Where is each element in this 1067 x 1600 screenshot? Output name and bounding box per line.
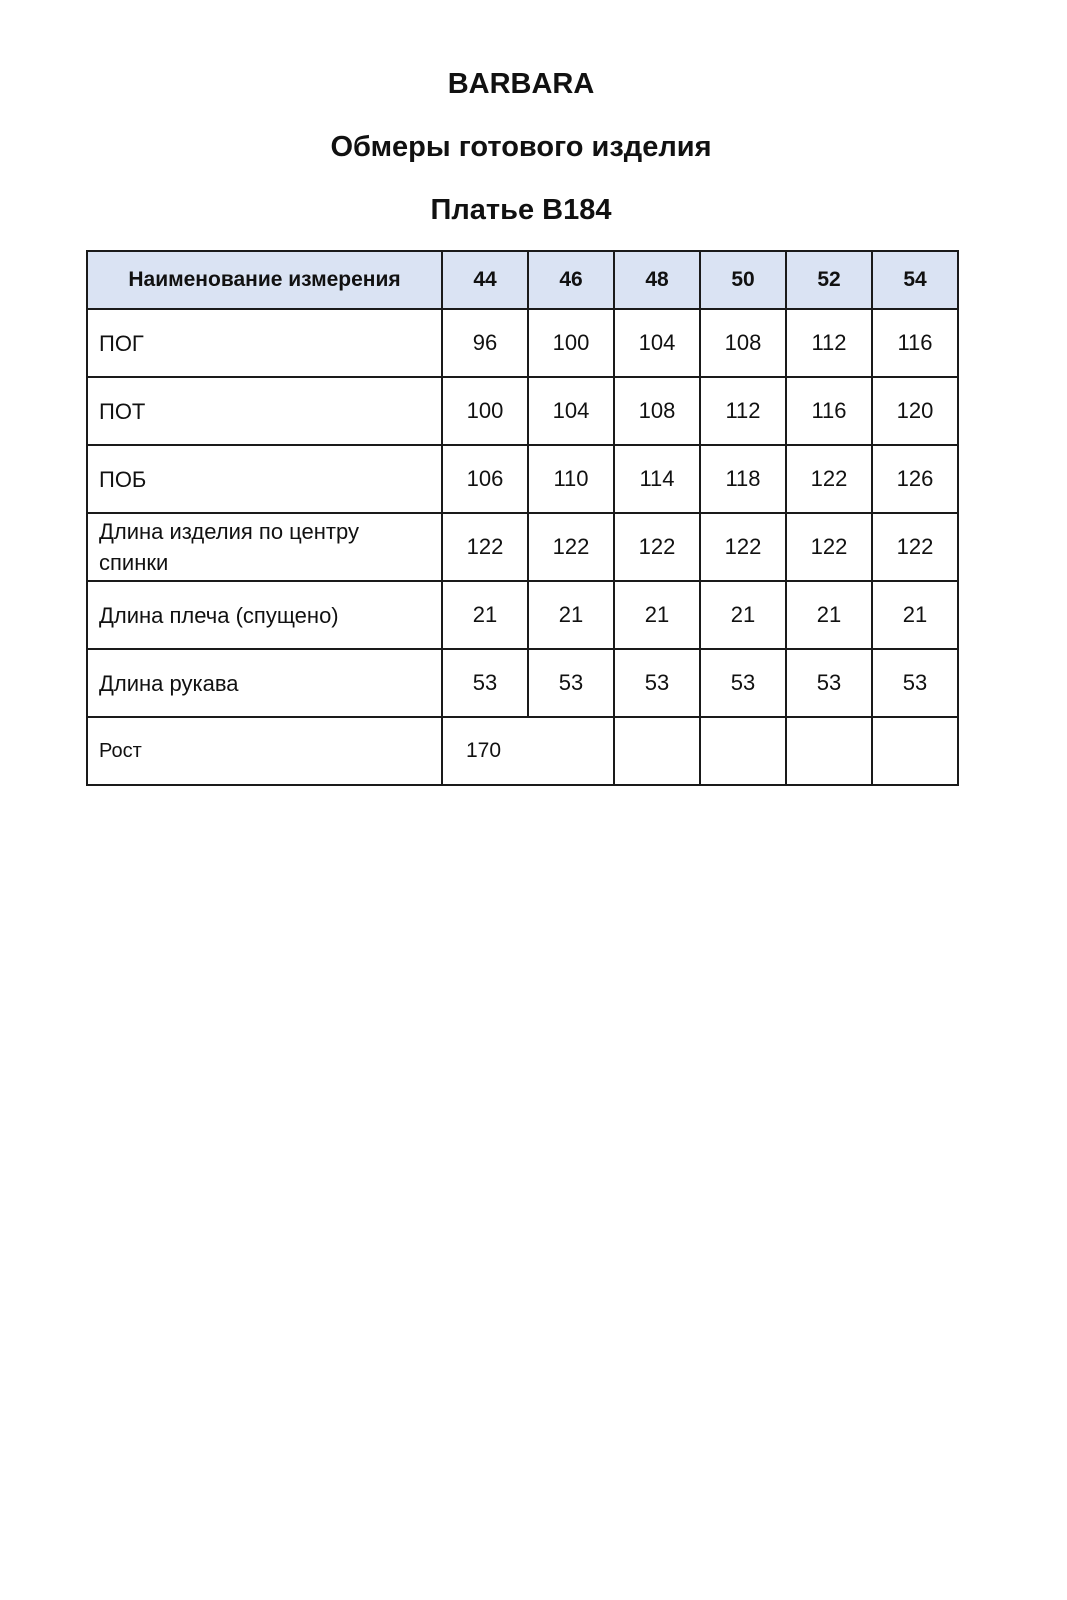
row-name: ПОГ — [87, 309, 442, 377]
cell-value: 108 — [614, 377, 700, 445]
cell-value: 53 — [614, 649, 700, 717]
row-name: Длина рукава — [87, 649, 442, 717]
table-row — [87, 445, 958, 513]
cell-value: 122 — [528, 513, 614, 581]
cell-value: 114 — [614, 445, 700, 513]
table-row — [87, 649, 958, 717]
cell-value: 53 — [786, 649, 872, 717]
row-name: Длина изделия по центру спинки — [87, 513, 442, 581]
cell-value: 53 — [528, 649, 614, 717]
cell-value: 118 — [700, 445, 786, 513]
row-name: Рост — [87, 717, 442, 785]
cell-value: 122 — [442, 513, 528, 581]
cell-empty — [614, 717, 700, 785]
cell-value: 21 — [786, 581, 872, 649]
cell-empty — [786, 717, 872, 785]
cell-value: 116 — [786, 377, 872, 445]
cell-value: 122 — [614, 513, 700, 581]
cell-value: 104 — [528, 377, 614, 445]
cell-value: 108 — [700, 309, 786, 377]
header-size: 50 — [700, 251, 786, 309]
header-measurement-name: Наименование измерения — [87, 251, 442, 309]
table-row — [87, 309, 958, 377]
cell-value: 96 — [442, 309, 528, 377]
table-header-row — [87, 251, 958, 309]
cell-value: 53 — [700, 649, 786, 717]
cell-value: 106 — [442, 445, 528, 513]
cell-empty — [700, 717, 786, 785]
cell-value: 21 — [700, 581, 786, 649]
cell-value: 120 — [872, 377, 958, 445]
cell-value: 112 — [700, 377, 786, 445]
product-title: Платье B184 — [430, 194, 612, 226]
table-row — [87, 513, 958, 581]
cell-value: 100 — [442, 377, 528, 445]
table-row-height — [87, 717, 958, 785]
document-title: Обмеры готового изделия — [330, 131, 712, 163]
table-row — [87, 581, 958, 649]
cell-value: 100 — [528, 309, 614, 377]
row-name: ПОТ — [87, 377, 442, 445]
cell-value: 122 — [700, 513, 786, 581]
header-size: 44 — [442, 251, 528, 309]
cell-value: 21 — [872, 581, 958, 649]
cell-value: 122 — [786, 445, 872, 513]
row-name: ПОБ — [87, 445, 442, 513]
header-size: 54 — [872, 251, 958, 309]
measurements-table — [86, 250, 959, 786]
row-name: Длина плеча (спущено) — [87, 581, 442, 649]
cell-value: 126 — [872, 445, 958, 513]
cell-value: 116 — [872, 309, 958, 377]
cell-value: 53 — [442, 649, 528, 717]
cell-value: 53 — [872, 649, 958, 717]
cell-empty — [872, 717, 958, 785]
cell-value: 112 — [786, 309, 872, 377]
cell-value: 21 — [614, 581, 700, 649]
header-size: 46 — [528, 251, 614, 309]
cell-value: 104 — [614, 309, 700, 377]
table-row — [87, 377, 958, 445]
cell-value: 122 — [872, 513, 958, 581]
cell-value: 21 — [442, 581, 528, 649]
header-size: 48 — [614, 251, 700, 309]
cell-value-height: 170 — [442, 717, 614, 785]
header-size: 52 — [786, 251, 872, 309]
cell-value: 110 — [528, 445, 614, 513]
brand-title: BARBARA — [447, 68, 595, 100]
cell-value: 21 — [528, 581, 614, 649]
cell-value: 122 — [786, 513, 872, 581]
